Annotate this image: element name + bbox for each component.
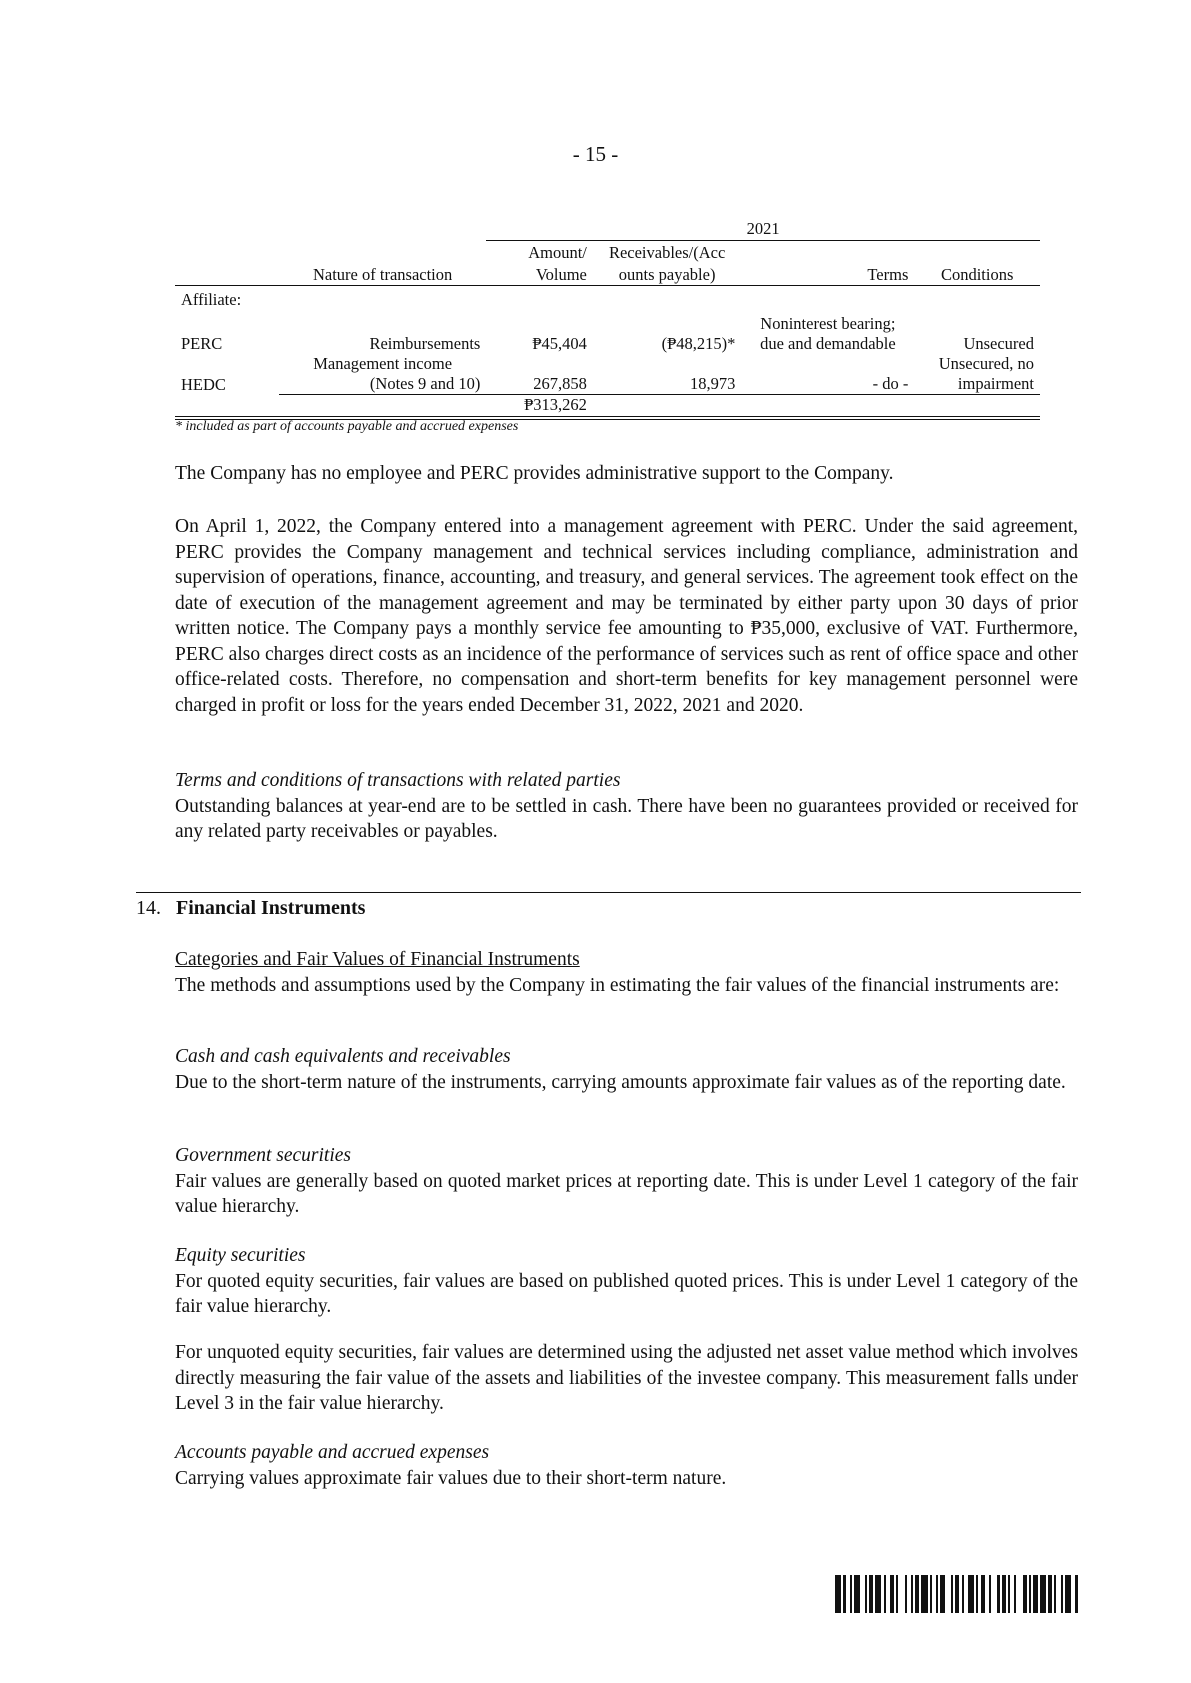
related-party-table	[175, 219, 1040, 420]
row-nature-line1: Management income	[313, 354, 453, 373]
total-row	[175, 395, 1040, 419]
gov-securities-body: Fair values are generally based on quoted market prices at reporting date. This is under Level 1 category of the fair value hierarchy.	[175, 1170, 1078, 1217]
accounts-payable-body: Carrying values approximate fair values due to their short-term nature.	[175, 1467, 727, 1489]
row-receivable: 18,973	[593, 374, 742, 395]
row-terms-line1: Noninterest bearing;	[760, 314, 896, 333]
table-year-row	[175, 219, 1040, 241]
row-party: HEDC	[181, 374, 226, 394]
group-label: Affiliate:	[181, 290, 242, 309]
equity-body: For quoted equity securities, fair values are based on published quoted prices. This is under Level 1 category of the fair value hierarchy.	[175, 1270, 1078, 1317]
terms-conditions-block	[175, 768, 1078, 845]
gov-securities-heading: Government securities	[175, 1145, 351, 1166]
row-terms: - do -	[741, 374, 914, 395]
cash-body: Due to the short-term nature of the instruments, carrying amounts approximate fair values as of the reporting date.	[175, 1071, 1066, 1093]
row-terms: due and demandable	[760, 334, 896, 353]
barcode	[835, 1575, 1080, 1613]
row-conditions: impairment	[914, 374, 1040, 395]
gov-securities-block	[175, 1143, 1078, 1220]
table-header-row-1	[175, 241, 1040, 264]
terms-conditions-heading: Terms and conditions of transactions with related parties	[175, 770, 621, 791]
header-amount-line2: Volume	[486, 263, 593, 286]
header-receivables-line2: ounts payable)	[593, 263, 742, 286]
row-party: PERC	[181, 334, 223, 353]
equity-heading: Equity securities	[175, 1245, 306, 1266]
header-receivables-line1: Receivables/(Acc	[608, 243, 726, 262]
table-header-row-2	[175, 263, 1040, 286]
row-nature: (Notes 9 and 10)	[279, 374, 486, 395]
table-row	[175, 374, 1040, 395]
accounts-payable-heading: Accounts payable and accrued expenses	[175, 1442, 490, 1463]
page-number: - 15 -	[572, 142, 619, 166]
year-header: 2021	[486, 219, 1040, 241]
row-nature: Reimbursements	[369, 334, 481, 353]
row-nature-line1	[279, 314, 486, 334]
row-conditions: Unsecured	[963, 334, 1034, 353]
header-amount-line1: Amount/	[528, 243, 587, 262]
total-amount: ₱313,262	[486, 395, 593, 419]
row-amount: ₱45,404	[532, 334, 587, 353]
accounts-payable-block	[175, 1440, 1078, 1491]
row-conditions-line1	[914, 314, 1040, 334]
unquoted-equity-body: For unquoted equity securities, fair values are determined using the adjusted net asset value method which involves directly measuring the fair value of the assets and liabilities of the investee company. This measurement falls under Level 3 in the fair value hierarchy.	[175, 1342, 1078, 1414]
section-heading	[136, 897, 365, 920]
row-receivable: (₱48,215)*	[661, 334, 736, 353]
header-nature: Nature of transaction	[279, 263, 486, 286]
table-row	[175, 314, 1040, 334]
paragraph-management-agreement: On April 1, 2022, the Company entered into a management agreement with PERC. Under the said agreement, PERC provides the Company management and technical services including compliance, administration and supervision of operations, finance, accounting, and treasury, and general services. The agreement took effect on the date of execution of the management agreement and may be terminated by either party upon 30 days of prior written notice. The Company pays a monthly service fee amounting to ₱35,000, exclusive of VAT. Furthermore, PERC also charges direct costs as an incidence of the performance of services such as rent of office space and other office-related costs. Therefore, no compensation and short-term benefits for key management personnel were charged in profit or loss for the years ended December 31, 2022, 2021 and 2020.	[175, 516, 1078, 716]
row-terms-line1	[741, 354, 914, 374]
equity-block	[175, 1243, 1078, 1320]
table-footnote: * included as part of accounts payable and accrued expenses	[175, 419, 519, 434]
section-title: Financial Instruments	[176, 897, 366, 919]
header-conditions: Conditions	[914, 263, 1040, 286]
cash-heading: Cash and cash equivalents and receivables	[175, 1046, 511, 1067]
section-number: 14.	[136, 897, 161, 919]
paragraph-no-employee: The Company has no employee and PERC provides administrative support to the Company.	[175, 463, 894, 484]
categories-block	[175, 947, 1078, 998]
table-row	[175, 334, 1040, 354]
row-conditions-line1: Unsecured, no	[938, 354, 1034, 373]
table-row	[175, 354, 1040, 374]
categories-subheading: Categories and Fair Values of Financial Instruments	[175, 949, 580, 970]
cash-block	[175, 1044, 1078, 1095]
categories-intro: The methods and assumptions used by the Company in estimating the fair values of the financial instruments are:	[175, 974, 1060, 996]
header-terms: Terms	[741, 263, 914, 286]
row-amount: 267,858	[486, 374, 593, 395]
unquoted-equity-block	[175, 1340, 1078, 1417]
group-label-row	[175, 286, 1040, 311]
section-divider	[136, 892, 1081, 893]
terms-conditions-body: Outstanding balances at year-end are to be settled in cash. There have been no guarantees provided or received for any related party receivables or payables.	[175, 795, 1078, 842]
